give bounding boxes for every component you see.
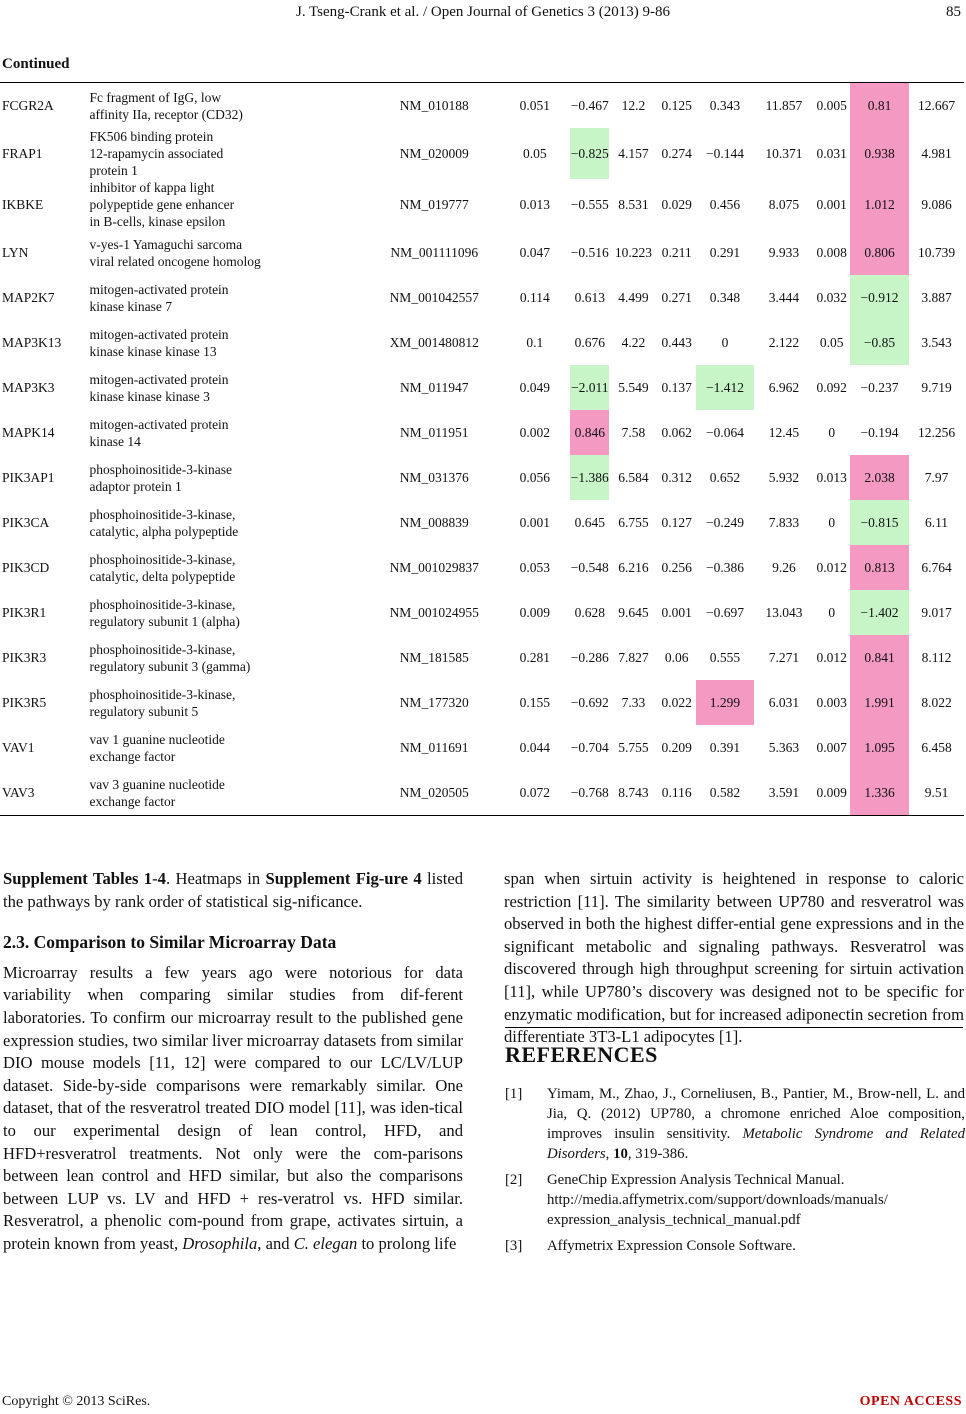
value-cell: 0 bbox=[721, 334, 729, 350]
accession-cell: NM_177320 bbox=[399, 694, 469, 710]
value-cell: 0.009 bbox=[519, 604, 551, 620]
gene-table-body bbox=[0, 83, 964, 816]
references-divider bbox=[505, 1027, 963, 1028]
value-cell: 0.003 bbox=[816, 694, 847, 710]
value-cell: 0.116 bbox=[661, 784, 692, 800]
page-number: 85 bbox=[946, 4, 961, 20]
table-row bbox=[0, 128, 964, 179]
value-cell: −0.237 bbox=[860, 379, 899, 395]
reference-text: GeneChip Expression Analysis Technical Manual. http://media.affymetrix.com/support/downloads/manuals/ expression_analysis_technical_manual.pdf bbox=[547, 1172, 888, 1228]
value-cell: 6.11 bbox=[924, 514, 949, 530]
value-cell: −0.467 bbox=[570, 97, 609, 113]
value-cell: 6.458 bbox=[921, 739, 952, 755]
value-cell: 0.013 bbox=[519, 196, 551, 212]
value-cell: 0.062 bbox=[661, 424, 692, 440]
accession-cell: NM_031376 bbox=[399, 469, 469, 485]
reference-number: [3] bbox=[505, 1238, 523, 1254]
gene-symbol-cell: MAPK14 bbox=[2, 424, 55, 440]
gene-description-cell: mitogen-activated protein kinase kinase 7 bbox=[89, 281, 229, 314]
value-cell: 0.031 bbox=[816, 145, 847, 161]
value-cell: 0.155 bbox=[519, 694, 551, 710]
value-cell: −0.548 bbox=[570, 559, 609, 575]
value-cell: 0.271 bbox=[661, 289, 692, 305]
value-cell: 0.001 bbox=[816, 196, 847, 212]
value-cell: 12.45 bbox=[768, 424, 800, 440]
reference-text: Yimam, M., Zhao, J., Corneliusen, B., Pantier, M., Brow-nell, L. and Jia, Q. (2012) UP780, a chromone enriched Aloe composition, improves insulin sensitivity. Metabolic Syndrome and Related Disorders, 10, 319-386. bbox=[547, 1086, 965, 1162]
gene-symbol-cell: VAV3 bbox=[2, 784, 35, 800]
value-cell: 6.764 bbox=[921, 559, 952, 575]
accession-cell: NM_008839 bbox=[399, 514, 469, 530]
value-cell: 4.981 bbox=[921, 145, 952, 161]
open-access-badge: OPEN ACCESS bbox=[859, 1394, 962, 1409]
value-cell: 0.05 bbox=[819, 334, 844, 350]
value-cell: 0.072 bbox=[519, 784, 551, 800]
value-cell: 0.555 bbox=[709, 649, 741, 665]
value-cell: 9.51 bbox=[924, 784, 949, 800]
value-cell: 1.299 bbox=[696, 680, 755, 725]
running-title: J. Tseng-Crank et al. / Open Journal of Genetics 3 (2013) 9-86 bbox=[295, 4, 670, 20]
value-cell: 1.012 bbox=[850, 179, 909, 230]
gene-symbol-cell: FCGR2A bbox=[2, 97, 54, 113]
gene-description-cell: vav 3 guanine nucleotide exchange factor bbox=[89, 776, 225, 809]
gene-description-cell: FK506 binding protein 12-rapamycin associated protein 1 bbox=[89, 129, 224, 178]
table-row bbox=[0, 365, 964, 410]
value-cell: 0.029 bbox=[661, 196, 692, 212]
value-cell: 2.038 bbox=[850, 455, 909, 500]
table-row bbox=[0, 320, 964, 365]
value-cell: 8.743 bbox=[618, 784, 649, 800]
value-cell: 0.013 bbox=[816, 469, 847, 485]
value-cell: 3.444 bbox=[768, 289, 800, 305]
accession-cell: NM_181585 bbox=[399, 649, 469, 665]
left-column bbox=[3, 868, 463, 1256]
gene-description-cell: phosphoinositide-3-kinase, regulatory subunit 3 (gamma) bbox=[89, 641, 251, 674]
gene-symbol-cell: MAP3K13 bbox=[2, 334, 62, 350]
value-cell: 0.127 bbox=[661, 514, 692, 530]
value-cell: −0.194 bbox=[860, 424, 899, 440]
value-cell: 0.007 bbox=[816, 739, 847, 755]
value-cell: −0.286 bbox=[570, 649, 609, 665]
value-cell: 0.613 bbox=[574, 289, 605, 305]
reference-item bbox=[505, 1170, 965, 1230]
value-cell: −0.555 bbox=[570, 196, 609, 212]
table-row bbox=[0, 680, 964, 725]
value-cell: 4.22 bbox=[621, 334, 646, 350]
value-cell: 0.022 bbox=[661, 694, 692, 710]
table-row bbox=[0, 83, 964, 129]
value-cell: 1.336 bbox=[850, 770, 909, 816]
accession-cell: NM_011691 bbox=[399, 739, 469, 755]
value-cell: 9.017 bbox=[921, 604, 952, 620]
value-cell: 0.051 bbox=[519, 97, 551, 113]
value-cell: 6.962 bbox=[768, 379, 800, 395]
reference-number: [2] bbox=[505, 1172, 523, 1188]
value-cell: −2.011 bbox=[570, 365, 609, 410]
continuation-paragraph: span when sirtuin activity is heightened in response to caloric restriction [11]. The similarity between UP780 and resveratrol was observed in both the highest differ-ential gene expressions and in the significant metabolic and signaling pathways. Resveratrol was discovered through high throughput screening for sirtuin activation [11], while UP780’s discovery was designed not to be specific for enzymatic modification, but for increased adiponectin secretion from differentiate 3T3-L1 adipocytes [1]. bbox=[504, 869, 964, 1047]
value-cell: 7.827 bbox=[618, 649, 649, 665]
value-cell: −0.064 bbox=[705, 424, 744, 440]
value-cell: 0.806 bbox=[850, 230, 909, 275]
value-cell: 9.933 bbox=[768, 244, 800, 260]
gene-table bbox=[0, 82, 964, 816]
table-row bbox=[0, 725, 964, 770]
table-continued-label: Continued bbox=[2, 56, 70, 72]
value-cell: 3.887 bbox=[921, 289, 952, 305]
right-column bbox=[504, 868, 964, 1049]
value-cell: 0.114 bbox=[519, 289, 550, 305]
accession-cell: NM_011951 bbox=[399, 424, 469, 440]
value-cell: 0.005 bbox=[816, 97, 847, 113]
value-cell: 6.031 bbox=[768, 694, 800, 710]
value-cell: 5.363 bbox=[768, 739, 800, 755]
value-cell: 9.719 bbox=[921, 379, 952, 395]
value-cell: 10.371 bbox=[765, 145, 803, 161]
accession-cell: NM_020505 bbox=[399, 784, 469, 800]
accession-cell: NM_001024955 bbox=[389, 604, 479, 620]
value-cell: 1.991 bbox=[850, 680, 909, 725]
value-cell: −0.768 bbox=[570, 784, 609, 800]
gene-description-cell: v-yes-1 Yamaguchi sarcoma viral related oncogene homolog bbox=[89, 236, 261, 269]
gene-description-cell: phosphoinositide-3-kinase, regulatory subunit 5 bbox=[89, 686, 236, 719]
value-cell: 0.211 bbox=[661, 244, 692, 260]
value-cell: 7.833 bbox=[768, 514, 800, 530]
gene-description-cell: inhibitor of kappa light polypeptide gene enhancer in B-cells, kinase epsilon bbox=[89, 180, 235, 229]
value-cell: 5.755 bbox=[618, 739, 649, 755]
value-cell: 11.857 bbox=[765, 97, 803, 113]
table-row bbox=[0, 635, 964, 680]
value-cell: −0.697 bbox=[705, 604, 744, 620]
value-cell: 0.137 bbox=[661, 379, 692, 395]
value-cell: 0.81 bbox=[850, 83, 909, 129]
gene-description-cell: mitogen-activated protein kinase 14 bbox=[89, 416, 229, 449]
value-cell: 0.008 bbox=[816, 244, 847, 260]
value-cell: 0.443 bbox=[661, 334, 692, 350]
value-cell: −0.692 bbox=[570, 694, 609, 710]
gene-symbol-cell: MAP3K3 bbox=[2, 379, 55, 395]
gene-symbol-cell: PIK3R3 bbox=[2, 649, 47, 665]
value-cell: 1.095 bbox=[850, 725, 909, 770]
value-cell: 10.223 bbox=[614, 244, 653, 260]
accession-cell: NM_020009 bbox=[399, 145, 469, 161]
value-cell: 0.813 bbox=[850, 545, 909, 590]
accession-cell: NM_019777 bbox=[399, 196, 469, 212]
value-cell: 0.391 bbox=[709, 739, 741, 755]
value-cell: 9.26 bbox=[772, 559, 796, 575]
table-row bbox=[0, 275, 964, 320]
value-cell: 6.584 bbox=[618, 469, 649, 485]
value-cell: −0.144 bbox=[705, 145, 744, 161]
table-row bbox=[0, 179, 964, 230]
value-cell: 0 bbox=[828, 604, 836, 620]
value-cell: 0.092 bbox=[816, 379, 847, 395]
table-row bbox=[0, 500, 964, 545]
value-cell: 0.291 bbox=[709, 244, 741, 260]
value-cell: 3.543 bbox=[921, 334, 952, 350]
value-cell: 0.645 bbox=[574, 514, 605, 530]
gene-symbol-cell: PIK3R5 bbox=[2, 694, 47, 710]
value-cell: 0.044 bbox=[519, 739, 551, 755]
value-cell: 0 bbox=[828, 514, 836, 530]
value-cell: 0.343 bbox=[709, 97, 741, 113]
value-cell: 0.652 bbox=[709, 469, 741, 485]
gene-description-cell: phosphoinositide-3-kinase, regulatory subunit 1 (alpha) bbox=[89, 596, 240, 629]
accession-cell: NM_001111096 bbox=[390, 244, 479, 260]
value-cell: 0.1 bbox=[526, 334, 544, 350]
value-cell: 0.012 bbox=[816, 649, 847, 665]
gene-symbol-cell: PIK3CD bbox=[2, 559, 50, 575]
value-cell: 8.531 bbox=[618, 196, 649, 212]
copyright: Copyright © 2013 SciRes. bbox=[2, 1394, 151, 1409]
value-cell: 13.043 bbox=[765, 604, 803, 620]
table-row bbox=[0, 230, 964, 275]
value-cell: 10.739 bbox=[917, 244, 956, 260]
gene-symbol-cell: MAP2K7 bbox=[2, 289, 55, 305]
value-cell: 5.932 bbox=[768, 469, 800, 485]
value-cell: 7.271 bbox=[768, 649, 800, 665]
value-cell: 0.001 bbox=[661, 604, 692, 620]
references-list bbox=[505, 1084, 965, 1262]
table-row bbox=[0, 545, 964, 590]
gene-symbol-cell: PIK3R1 bbox=[2, 604, 47, 620]
gene-symbol-cell: IKBKE bbox=[2, 196, 44, 212]
accession-cell: NM_011947 bbox=[399, 379, 469, 395]
table-row bbox=[0, 590, 964, 635]
gene-symbol-cell: PIK3CA bbox=[2, 514, 50, 530]
value-cell: 0.06 bbox=[664, 649, 689, 665]
value-cell: 5.549 bbox=[618, 379, 649, 395]
accession-cell: XM_001480812 bbox=[389, 334, 479, 350]
value-cell: 7.33 bbox=[621, 694, 646, 710]
value-cell: −1.412 bbox=[696, 365, 755, 410]
value-cell: 0.846 bbox=[570, 410, 609, 455]
gene-description-cell: vav 1 guanine nucleotide exchange factor bbox=[89, 731, 225, 764]
value-cell: −1.386 bbox=[570, 455, 609, 500]
section-heading: 2.3. Comparison to Similar Microarray Data bbox=[3, 932, 337, 953]
value-cell: 0.047 bbox=[519, 244, 551, 260]
value-cell: 0.001 bbox=[519, 514, 551, 530]
comparison-paragraph: Microarray results a few years ago were notorious for data variability when comparing similar studies from dif-ferent laboratories. To confirm our microarray result to the published gene expression studies, two similar liver microarray datasets from similar DIO mouse models [11, 12] were compared to our LC/LV/LUP dataset. Side-by-side comparisons were remarkably similar. One dataset, that of the resveratrol treated DIO model [11], was iden-tical to our experimental design of lean control, HFD, and HFD+resveratrol treatments. Not only were the com-parisons between lean control and HFD similar, but also the comparisons between LUP vs. LV and HFD + res-veratrol vs. HFD similar. Resveratrol, a phenolic com-pound from grape, activates sirtuin, a protein known from yeast, Drosophila, and C. elegan to prolong life bbox=[3, 962, 463, 1253]
value-cell: 0.348 bbox=[709, 289, 741, 305]
value-cell: 7.58 bbox=[621, 424, 646, 440]
value-cell: 0.009 bbox=[816, 784, 847, 800]
value-cell: 0.281 bbox=[519, 649, 551, 665]
value-cell: 9.086 bbox=[921, 196, 952, 212]
value-cell: −0.912 bbox=[850, 275, 909, 320]
value-cell: −0.825 bbox=[570, 128, 609, 179]
gene-symbol-cell: LYN bbox=[2, 244, 29, 260]
value-cell: 0.002 bbox=[519, 424, 551, 440]
value-cell: 0.053 bbox=[519, 559, 551, 575]
reference-item bbox=[505, 1084, 965, 1164]
table-row bbox=[0, 770, 964, 816]
accession-cell: NM_010188 bbox=[399, 97, 469, 113]
value-cell: −0.249 bbox=[705, 514, 744, 530]
gene-description-cell: phosphoinositide-3-kinase, catalytic, alpha polypeptide bbox=[89, 506, 239, 539]
table-row bbox=[0, 455, 964, 500]
value-cell: 6.755 bbox=[618, 514, 649, 530]
value-cell: 0.938 bbox=[850, 128, 909, 179]
value-cell: 12.667 bbox=[917, 97, 956, 113]
value-cell: 0.274 bbox=[661, 145, 692, 161]
value-cell: 7.97 bbox=[924, 469, 949, 485]
value-cell: 9.645 bbox=[618, 604, 649, 620]
value-cell: 4.499 bbox=[618, 289, 649, 305]
value-cell: −0.704 bbox=[570, 739, 609, 755]
value-cell: 0.012 bbox=[816, 559, 847, 575]
reference-text: Affymetrix Expression Console Software. bbox=[547, 1238, 796, 1254]
value-cell: 6.216 bbox=[618, 559, 649, 575]
gene-description-cell: phosphoinositide-3-kinase adaptor protein 1 bbox=[89, 461, 232, 494]
value-cell: 0.032 bbox=[816, 289, 847, 305]
gene-description-cell: mitogen-activated protein kinase kinase kinase 3 bbox=[89, 371, 229, 404]
value-cell: 0.049 bbox=[519, 379, 551, 395]
value-cell: −1.402 bbox=[850, 590, 909, 635]
reference-item bbox=[505, 1236, 965, 1256]
value-cell: 0.676 bbox=[574, 334, 605, 350]
value-cell: 0.125 bbox=[661, 97, 692, 113]
gene-symbol-cell: FRAP1 bbox=[2, 145, 43, 161]
reference-number: [1] bbox=[505, 1086, 523, 1102]
value-cell: 0.312 bbox=[661, 469, 692, 485]
value-cell: 8.075 bbox=[768, 196, 800, 212]
value-cell: 0.05 bbox=[523, 145, 547, 161]
value-cell: 12.256 bbox=[917, 424, 956, 440]
gene-symbol-cell: PIK3AP1 bbox=[2, 469, 55, 485]
value-cell: 8.022 bbox=[921, 694, 952, 710]
value-cell: 8.112 bbox=[921, 649, 952, 665]
value-cell: −0.516 bbox=[570, 244, 609, 260]
value-cell: 0.841 bbox=[850, 635, 909, 680]
value-cell: 0.256 bbox=[661, 559, 692, 575]
intro-paragraph: Supplement Tables 1-4. Heatmaps in Supplement Fig-ure 4 listed the pathways by rank order of statistical sig-nificance. bbox=[3, 869, 463, 911]
value-cell: −0.815 bbox=[850, 500, 909, 545]
table-row bbox=[0, 410, 964, 455]
value-cell: −0.386 bbox=[705, 559, 744, 575]
value-cell: 3.591 bbox=[768, 784, 800, 800]
references-heading: REFERENCES bbox=[505, 1042, 658, 1067]
gene-symbol-cell: VAV1 bbox=[2, 739, 35, 755]
value-cell: 4.157 bbox=[618, 145, 649, 161]
value-cell: 2.122 bbox=[768, 334, 800, 350]
value-cell: 12.2 bbox=[621, 97, 646, 113]
accession-cell: NM_001029837 bbox=[389, 559, 479, 575]
value-cell: −0.85 bbox=[850, 320, 909, 365]
value-cell: 0.456 bbox=[709, 196, 741, 212]
value-cell: 0.056 bbox=[519, 469, 551, 485]
accession-cell: NM_001042557 bbox=[389, 289, 479, 305]
value-cell: 0 bbox=[828, 424, 836, 440]
gene-description-cell: phosphoinositide-3-kinase, catalytic, delta polypeptide bbox=[89, 551, 236, 584]
value-cell: 0.582 bbox=[709, 784, 741, 800]
value-cell: 0.209 bbox=[661, 739, 692, 755]
gene-description-cell: mitogen-activated protein kinase kinase kinase 13 bbox=[89, 326, 229, 359]
value-cell: 0.628 bbox=[574, 604, 605, 620]
gene-description-cell: Fc fragment of IgG, low affinity IIa, receptor (CD32) bbox=[89, 89, 243, 122]
